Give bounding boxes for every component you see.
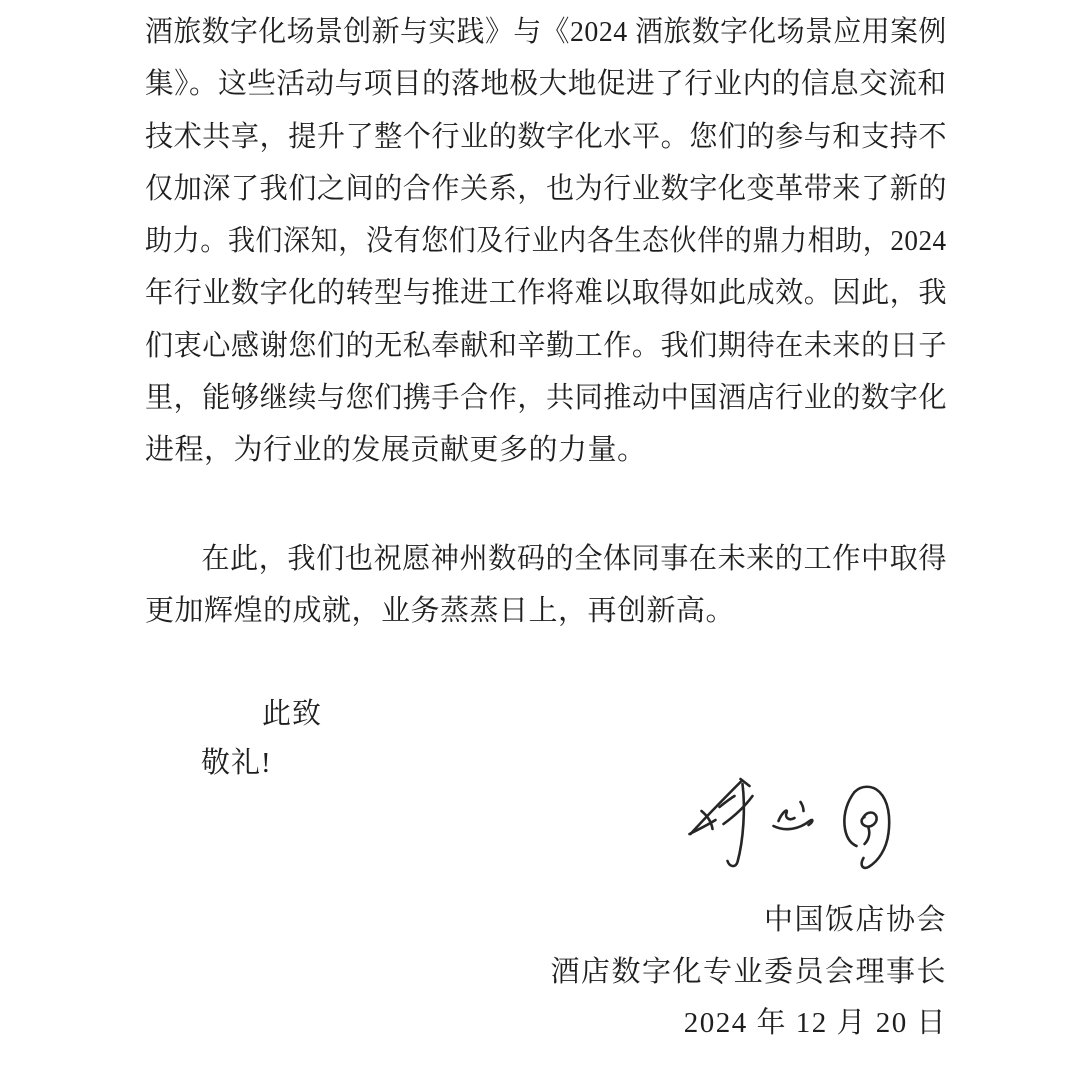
body-line: 在此，我们也祝愿神州数码的全体同事在未来的工作中取得 [201, 543, 948, 575]
paragraph-2 [145, 533, 947, 638]
signoff-organization: 中国饭店协会 [763, 904, 947, 936]
body-line: 进程，为行业的发展贡献更多的力量。 [145, 434, 647, 467]
handwritten-signature-icon [655, 766, 920, 896]
closing-block [145, 690, 645, 788]
signoff-date: 2024 年 12 月 20 日 [683, 1007, 947, 1039]
body-line: 更加辉煌的成就，业务蒸蒸日上，再创新高。 [145, 595, 736, 628]
signoff-block [550, 895, 947, 1050]
body-line: 助力。我们深知，没有您们及行业内各生态伙伴的鼎力相助，2024 [145, 225, 947, 258]
body-line: 酒旅数字化场景创新与实践》与《2024 酒旅数字化场景应用案例 [145, 16, 947, 48]
body-line: 里，能够继续与您们携手合作，共同推动中国酒店行业的数字化 [145, 382, 948, 415]
signoff-title: 酒店数字化专业委员会理事长 [550, 955, 947, 988]
body-line: 技术共享，提升了整个行业的数字化水平。您们的参与和支持不 [145, 120, 948, 153]
signature-image [655, 766, 920, 896]
body-line: 年行业数字化的转型与推进工作将难以取得如此成效。因此，我 [145, 277, 948, 310]
body-line: 集》。这些活动与项目的落地极大地促进了行业内的信息交流和 [145, 68, 947, 101]
closing-salute: 此致 [262, 698, 323, 730]
body-line: 仅加深了我们之间的合作关系，也为行业数字化变革带来了新的 [145, 172, 948, 205]
paragraph-1 [145, 6, 947, 477]
closing-respect: 敬礼! [201, 747, 272, 779]
body-line: 们衷心感谢您们的无私奉献和辛勤工作。我们期待在未来的日子 [145, 329, 948, 362]
